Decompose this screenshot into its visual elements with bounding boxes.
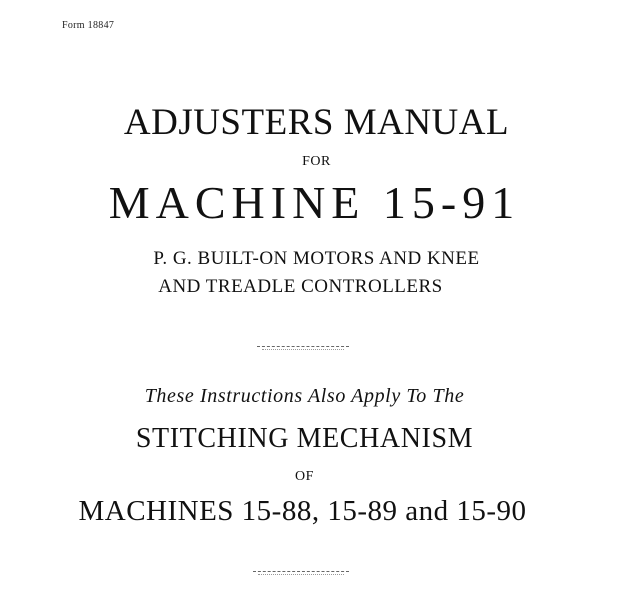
divider-rule-bottom-secondary bbox=[258, 574, 344, 575]
divider-rule-bottom bbox=[253, 571, 349, 572]
mechanism-heading: STITCHING MECHANISM bbox=[135, 423, 474, 454]
manual-title: ADJUSTERS MANUAL bbox=[123, 102, 510, 143]
subtitle-line-1: P. G. BUILT-ON MOTORS AND KNEE bbox=[153, 248, 480, 269]
for-label: FOR bbox=[302, 154, 331, 169]
divider-rule-top-secondary bbox=[262, 349, 344, 350]
subtitle-line-2: AND TREADLE CONTROLLERS bbox=[158, 276, 443, 297]
of-label: OF bbox=[295, 469, 314, 484]
divider-rule-top bbox=[257, 346, 349, 347]
form-number: Form 18847 bbox=[62, 20, 115, 31]
machines-line: MACHINES 15-88, 15-89 and 15-90 bbox=[78, 495, 527, 527]
machine-heading: MACHINE 15-91 bbox=[108, 177, 521, 228]
instructions-line: These Instructions Also Apply To The bbox=[144, 385, 465, 407]
